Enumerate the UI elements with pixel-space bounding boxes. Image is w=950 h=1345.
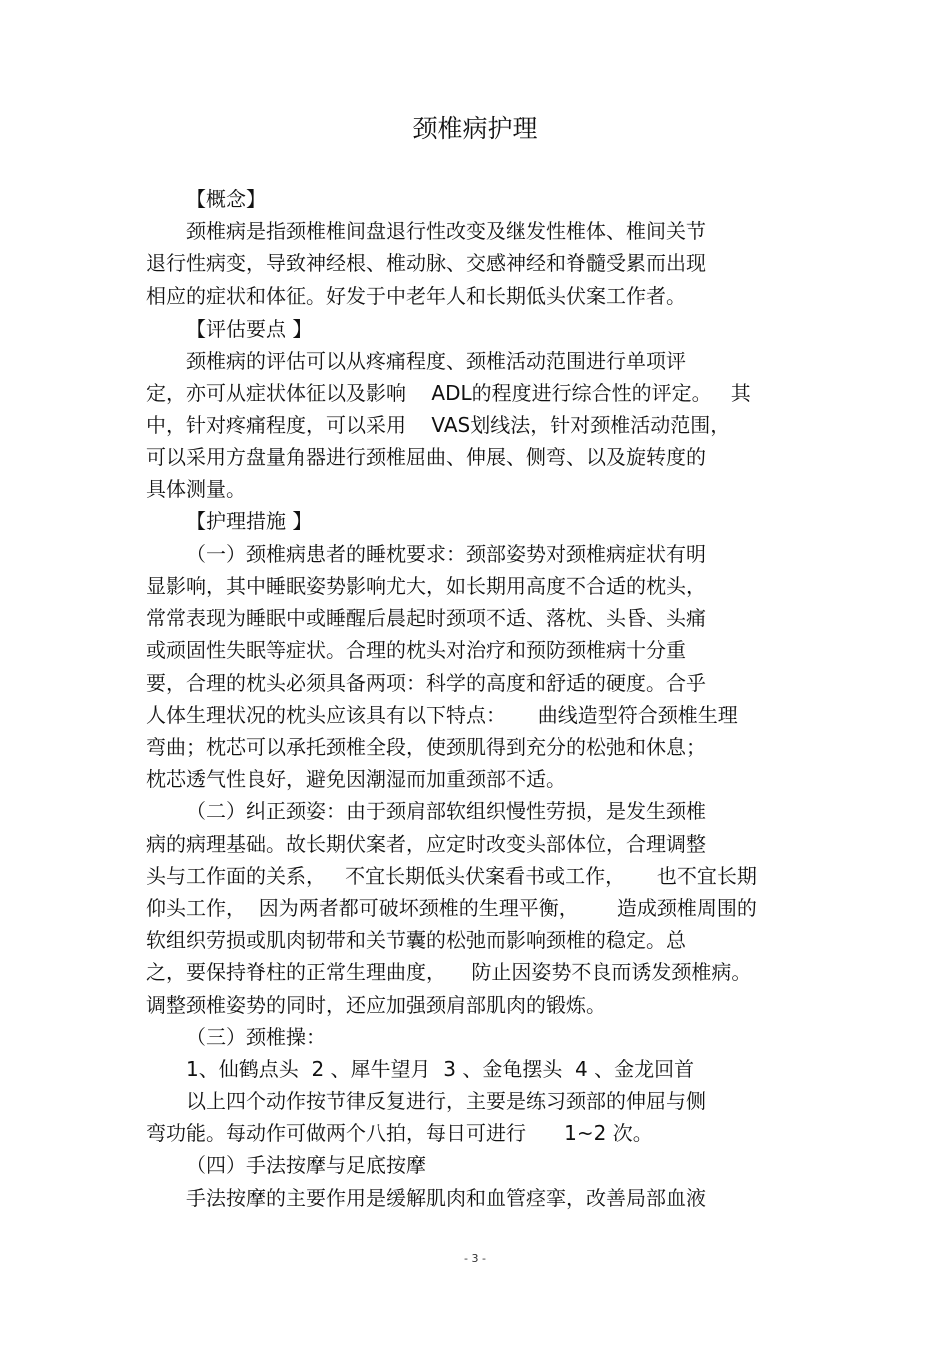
paragraph-line: 弯曲；枕芯可以承托颈椎全段，使颈肌得到充分的松弛和休息； [146,735,706,759]
paragraph-line: 颈椎病是指颈椎椎间盘退行性改变及继发性椎体、椎间关节 [186,219,706,243]
paragraph-line: （四）手法按摩与足底按摩 [186,1153,426,1177]
paragraph-line: 头与工作面的关系， 不宜长期低头伏案看书或工作， 也不宜长期 [146,864,757,888]
paragraph-line: 颈椎病的评估可以从疼痛程度、颈椎活动范围进行单项评 [186,349,686,373]
paragraph-line: 显影响，其中睡眠姿势影响尤大，如长期用高度不合适的枕头， [146,574,706,598]
page-number: - 3 - [464,1252,486,1265]
paragraph-line: 弯功能。每动作可做两个八拍，每日可进行 1~2 次。 [146,1121,653,1145]
paragraph-line: （一）颈椎病患者的睡枕要求：颈部姿势对颈椎病症状有明 [186,542,706,566]
section-heading-nursing: 【护理措施 】 [186,509,313,533]
paragraph-line: 要，合理的枕头必须具备两项：科学的高度和舒适的硬度。合乎 [146,671,706,695]
paragraph-line: 1、仙鹤点头 2 、犀牛望月 3 、金龟摆头 4 、金龙回首 [186,1057,695,1081]
paragraph-line: 以上四个动作按节律反复进行，主要是练习颈部的伸屈与侧 [186,1089,706,1113]
paragraph-line: 手法按摩的主要作用是缓解肌肉和血管痉挛，改善局部血液 [186,1186,706,1210]
paragraph-line: 中，针对疼痛程度，可以采用 VAS划线法，针对颈椎活动范围， [146,413,731,437]
paragraph-line: 软组织劳损或肌肉韧带和关节囊的松弛而影响颈椎的稳定。总 [146,928,686,952]
section-heading-concept: 【概念】 [186,187,266,211]
paragraph-line: （二）纠正颈姿：由于颈肩部软组织慢性劳损，是发生颈椎 [186,799,706,823]
paragraph-line: 可以采用方盘量角器进行颈椎屈曲、伸展、侧弯、以及旋转度的 [146,445,706,469]
paragraph-line: 仰头工作， 因为两者都可破坏颈椎的生理平衡， 造成颈椎周围的 [146,896,757,920]
paragraph-line: 之，要保持脊柱的正常生理曲度， 防止因姿势不良而诱发颈椎病。 [146,960,752,984]
paragraph-line: 具体测量。 [146,477,246,501]
paragraph-line: 病的病理基础。故长期伏案者，应定时改变头部体位，合理调整 [146,832,706,856]
page-title: 颈椎病护理 [412,114,538,143]
paragraph-line: 或顽固性失眠等症状。合理的枕头对治疗和预防颈椎病十分重 [146,638,686,662]
paragraph-line: 常常表现为睡眠中或睡醒后晨起时颈项不适、落枕、头昏、头痛 [146,606,706,630]
paragraph-line: 退行性病变，导致神经根、椎动脉、交感神经和脊髓受累而出现 [146,251,706,275]
section-heading-assessment: 【评估要点 】 [186,317,313,341]
paragraph-line: 调整颈椎姿势的同时，还应加强颈肩部肌肉的锻炼。 [146,993,606,1017]
paragraph-line: 枕芯透气性良好，避免因潮湿而加重颈部不适。 [146,767,566,791]
paragraph-line: 相应的症状和体征。好发于中老年人和长期低头伏案工作者。 [146,284,686,308]
paragraph-line: 人体生理状况的枕头应该具有以下特点： 曲线造型符合颈椎生理 [146,703,738,727]
paragraph-line: （三）颈椎操： [186,1025,326,1049]
paragraph-line: 定，亦可从症状体征以及影响 ADL的程度进行综合性的评定。 其 [146,381,751,405]
